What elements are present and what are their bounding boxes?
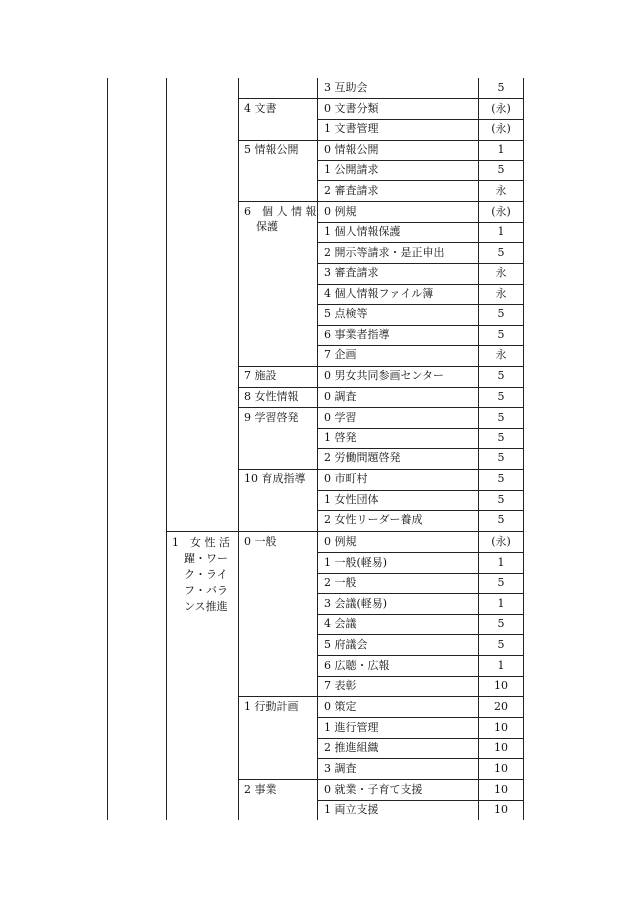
item-name: 3 互助会 [324, 81, 368, 94]
row-border [317, 614, 523, 615]
item-name: 6 事業者指導 [324, 328, 390, 341]
item-name: 3 調査 [324, 762, 357, 775]
row-border [317, 758, 523, 759]
row-border [317, 448, 523, 449]
row-border [317, 222, 523, 223]
retention-value: 5 [497, 81, 505, 94]
item-name: 2 労働問題啓発 [324, 451, 401, 464]
row-border [317, 284, 523, 285]
row-border [317, 800, 523, 801]
item-name: 0 情報公開 [324, 143, 379, 156]
item-name: 2 審査請求 [324, 184, 379, 197]
item-name: 1 啓発 [324, 431, 357, 444]
subcategory-label: 4 文書 [244, 102, 277, 115]
subcategory-label: 6 個 人 情 報 [244, 205, 317, 218]
retention-value: 1 [497, 556, 505, 569]
retention-value: 1 [497, 597, 505, 610]
item-name: 0 男女共同参画センター [324, 369, 445, 382]
row-border [238, 201, 523, 202]
item-name: 3 会議(軽易) [324, 597, 388, 610]
subcategory-label: 9 学習啓発 [244, 411, 299, 424]
retention-value: 5 [497, 307, 505, 320]
item-name: 0 例規 [324, 535, 357, 548]
retention-value: 5 [497, 576, 505, 589]
item-name: 1 個人情報保護 [324, 225, 401, 238]
item-name: 0 例規 [324, 205, 357, 218]
retention-value: 5 [497, 411, 505, 424]
item-name: 6 広聴・広報 [324, 659, 390, 672]
item-name: 2 女性リーダー養成 [324, 513, 423, 526]
subcategory-label: 0 一般 [244, 535, 277, 548]
column-border [317, 78, 318, 820]
row-border [238, 779, 523, 780]
item-name: 1 文書管理 [324, 122, 379, 135]
item-name: 0 市町村 [324, 472, 368, 485]
subcategory-label: 10 育成指導 [244, 472, 306, 485]
retention-value: 永 [495, 348, 507, 361]
retention-value: 5 [497, 493, 505, 506]
level2-category-line: 1 女 性 活 [172, 536, 230, 549]
retention-value: 10 [494, 679, 508, 692]
subcategory-label: 7 施設 [244, 369, 277, 382]
row-border [238, 469, 523, 470]
item-name: 1 両立支援 [324, 803, 379, 816]
item-name: 5 府議会 [324, 638, 368, 651]
row-border [317, 263, 523, 264]
retention-value: 永 [495, 287, 507, 300]
level2-category-line: フ・バラ [184, 584, 228, 597]
row-border [317, 345, 523, 346]
retention-value: 5 [497, 431, 505, 444]
column-border [107, 78, 108, 820]
column-border [478, 78, 479, 820]
retention-value: 永 [495, 266, 507, 279]
row-border [317, 573, 523, 574]
item-name: 1 公開請求 [324, 163, 379, 176]
retention-value: 5 [497, 451, 505, 464]
retention-value: 10 [494, 803, 508, 816]
retention-value: 永 [495, 184, 507, 197]
retention-value: 10 [494, 783, 508, 796]
retention-value: 5 [497, 246, 505, 259]
row-border [317, 552, 523, 553]
row-border [238, 366, 523, 367]
retention-value: 10 [494, 762, 508, 775]
row-border [317, 490, 523, 491]
retention-value: 1 [497, 143, 505, 156]
item-name: 4 個人情報ファイル簿 [324, 287, 434, 300]
column-border [523, 78, 524, 820]
subcategory-label: 5 情報公開 [244, 143, 299, 156]
subcategory-label: 保護 [256, 220, 278, 233]
row-border [317, 717, 523, 718]
item-name: 1 女性団体 [324, 493, 379, 506]
row-border [317, 634, 523, 635]
retention-value: 5 [497, 513, 505, 526]
retention-value: 1 [497, 225, 505, 238]
item-name: 0 文書分類 [324, 102, 379, 115]
row-border [238, 407, 523, 408]
retention-value: (永) [491, 102, 511, 115]
row-border [238, 140, 523, 141]
row-border [317, 304, 523, 305]
item-name: 1 一般(軽易) [324, 556, 388, 569]
level2-category-line: ク・ライ [184, 568, 228, 581]
row-border [317, 676, 523, 677]
row-border [317, 510, 523, 511]
subcategory-label: 1 行動計画 [244, 700, 299, 713]
item-name: 0 調査 [324, 390, 357, 403]
row-border [238, 696, 523, 697]
item-name: 3 審査請求 [324, 266, 379, 279]
row-border [317, 428, 523, 429]
item-name: 0 策定 [324, 700, 357, 713]
retention-value: 5 [497, 163, 505, 176]
item-name: 1 進行管理 [324, 721, 379, 734]
item-name: 0 学習 [324, 411, 357, 424]
retention-value: 5 [497, 638, 505, 651]
retention-value: (永) [491, 535, 511, 548]
item-name: 2 開示等請求・是正申出 [324, 246, 445, 259]
item-name: 5 点検等 [324, 307, 368, 320]
level2-category-line: ンス推進 [184, 600, 228, 613]
row-border [317, 325, 523, 326]
row-border [317, 160, 523, 161]
item-name: 4 会議 [324, 617, 357, 630]
item-name: 7 表彰 [324, 679, 357, 692]
retention-value: (永) [491, 205, 511, 218]
retention-value: 10 [494, 741, 508, 754]
row-border [317, 738, 523, 739]
retention-value: 5 [497, 328, 505, 341]
column-border [166, 78, 167, 820]
row-border [317, 242, 523, 243]
row-border [238, 387, 523, 388]
row-border [317, 180, 523, 181]
item-name: 2 一般 [324, 576, 357, 589]
subcategory-label: 2 事業 [244, 783, 277, 796]
item-name: 7 企画 [324, 348, 357, 361]
retention-value: 5 [497, 472, 505, 485]
retention-value: 1 [497, 659, 505, 672]
level2-category-line: 躍・ワー [184, 552, 228, 565]
retention-value: 10 [494, 721, 508, 734]
item-name: 0 就業・子育て支援 [324, 783, 423, 796]
retention-value: 5 [497, 369, 505, 382]
item-name: 2 推進組織 [324, 741, 379, 754]
retention-value: 5 [497, 390, 505, 403]
row-border [317, 119, 523, 120]
retention-value: (永) [491, 122, 511, 135]
row-border [317, 593, 523, 594]
subcategory-label: 8 女性情報 [244, 390, 299, 403]
retention-value: 5 [497, 617, 505, 630]
row-border [317, 655, 523, 656]
row-border [238, 98, 523, 99]
row-border [166, 531, 523, 532]
column-border [238, 78, 239, 820]
retention-value: 20 [494, 700, 508, 713]
